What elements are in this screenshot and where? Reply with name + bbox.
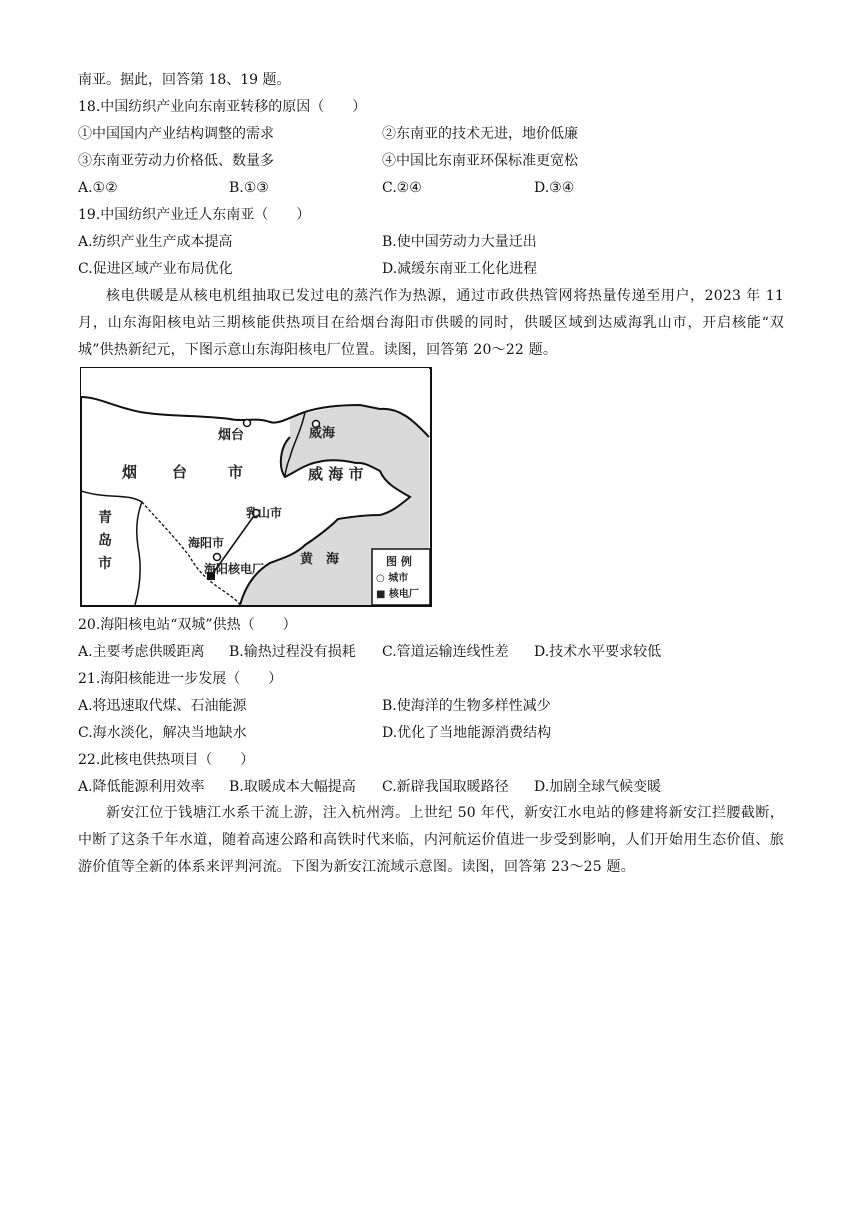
q18-option-c: C.②④ [382,180,422,196]
q20-option-d: D.技术水平要求较低 [534,644,662,660]
q18-option-a: A.①② [78,180,118,196]
q19-option-d: D.减缓东南亚工化化进程 [382,261,538,277]
q19-option-b: B.使中国劳动力大量迁出 [382,234,537,250]
label-yantai-region-1: 烟 [122,463,138,481]
label-qingdao-2: 岛 [98,533,112,549]
label-qingdao-3: 市 [98,556,112,572]
haiyang-city-marker [214,554,221,561]
q18-statement-1: ①中国国内产业结构调整的需求 [78,126,274,142]
label-rushan: 乳山市 [246,506,283,520]
q20-option-c: C.管道运输连线性差 [382,644,509,660]
q20-stem: 20.海阳核电站“双城”供热（ ） [78,617,297,633]
label-nuclear-plant: 海阳核电厂 [204,562,265,576]
q18-option-d: D.③④ [534,180,575,196]
haiyang-location-map [80,367,432,607]
passage-xinan-river: 新安江位于钱塘江水系干流上游，注入杭州湾。上世纪 50 年代，新安江水电站的修建将新安江拦腰截断，中断了这条千年水道，随着高速公路和高铁时代来临，内河航运价值进一步受到影响，人们开始用生态价值、旅游价值等全新的体系来评判河流。下图为新安江流域示意图。读图，回答第 23～25 题。 [78,805,784,875]
q22-option-b: B.取暖成本大幅提高 [229,779,356,795]
q20-option-a: A.主要考虑供暖距离 [78,644,205,660]
q22-option-c: C.新辟我国取暖路径 [382,779,509,795]
label-yantai-region-3: 市 [228,463,244,481]
q19-option-a: A.纺织产业生产成本提高 [78,234,233,250]
legend-title: 图 例 [386,555,412,568]
legend-city: ○ 城市 [376,573,409,584]
q18-statement-3: ③东南亚劳动力价格低、数量多 [78,153,274,169]
q22-stem: 22.此核电供热项目（ ） [78,752,255,768]
q18-option-b: B.①③ [229,180,269,196]
label-yantai-region-2: 台 [172,463,188,481]
q18-statement-2: ②东南亚的技术无进，地价低廉 [382,126,578,142]
q20-option-b: B.输热过程没有损耗 [229,644,356,660]
label-haiyang: 海阳市 [188,536,225,550]
q19-option-c: C.促进区域产业布局优化 [78,261,233,277]
label-yantai-city: 烟台 [218,428,245,443]
yantai-city-marker [244,420,251,427]
label-yellow-sea: 黄 海 [300,552,340,567]
label-weihai-region: 威 海 市 [308,465,364,483]
q21-option-d: D.优化了当地能源消费结构 [382,725,552,741]
q22-option-d: D.加剧全球气候变暖 [534,779,662,795]
passage-nuclear-heating: 核电供暖是从核电机组抽取已发过电的蒸汽作为热源，通过市政供热管网将热量传递至用户，2023 年 11 月，山东海阳核电站三期核能供热项目在给烟台海阳市供暖的同时，供暖区域到达威海乳山市，开启核能“双城”供热新纪元，下图示意山东海阳核电厂位置。读图，回答第 20～22 题。 [78,288,784,358]
q22-option-a: A.降低能源利用效率 [78,779,205,795]
q21-stem: 21.海阳核能进一步发展（ ） [78,671,283,687]
label-weihai-city: 威海 [309,426,336,441]
q19-stem: 19.中国纺织产业迁人东南亚（ ） [78,207,311,223]
q21-option-c: C.海水淡化，解决当地缺水 [78,725,247,741]
q18-stem: 18.中国纺织产业向东南亚转移的原因（ ） [78,99,367,115]
label-qingdao-1: 青 [98,510,112,526]
q18-statement-4: ④中国比东南亚环保标准更宽松 [382,153,578,169]
map-svg [80,367,432,607]
legend-plant: ■ 核电厂 [376,589,419,600]
intro-tail: 南亚。据此，回答第 18、19 题。 [78,72,291,88]
q21-option-a: A.将迅速取代煤、石油能源 [78,698,247,714]
q21-option-b: B.使海洋的生物多样性减少 [382,698,551,714]
